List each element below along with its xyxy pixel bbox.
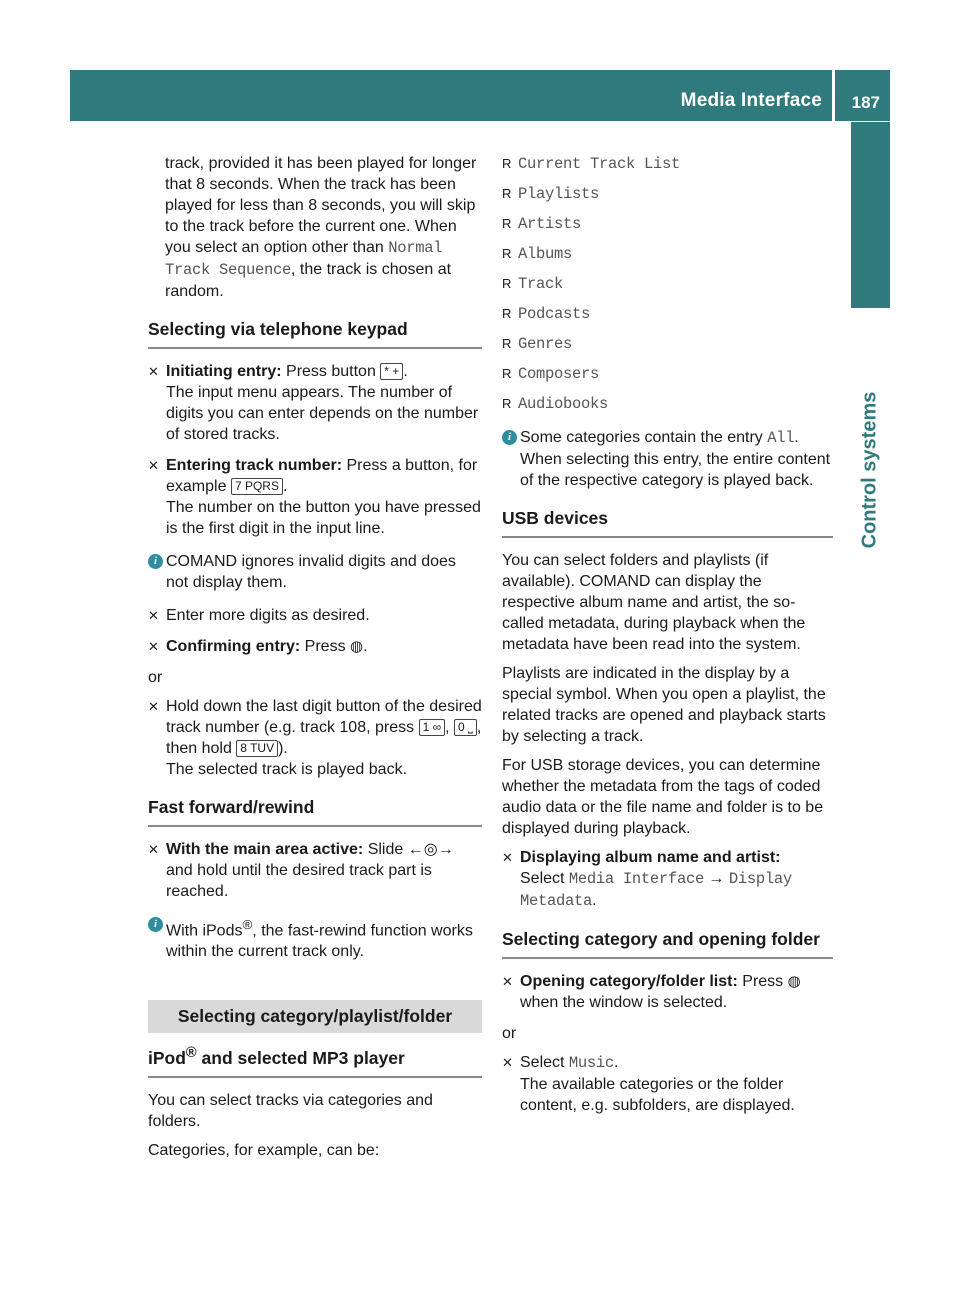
info-note-ipods: i With iPods®, the fast-rewind function works within the current track only.	[148, 914, 482, 962]
step-main-area-active: ✕ With the main area active: Slide ←◎→ and hold until the desired track part is reached.	[148, 841, 454, 900]
heading-telephone-keypad: Selecting via telephone keypad	[148, 319, 482, 349]
bullet-icon: R	[502, 366, 512, 381]
star-key-icon: * +	[380, 363, 403, 380]
step-arrow-icon: ✕	[148, 639, 159, 654]
bullet-icon: R	[502, 276, 512, 291]
step-arrow-icon: ✕	[148, 699, 159, 714]
side-tab	[851, 310, 890, 630]
list-item: R Albums	[502, 245, 573, 263]
info-note-invalid-digits: i COMAND ignores invalid digits and does not display them.	[148, 551, 482, 593]
page-number: 187	[851, 93, 880, 112]
key-0-icon: 0 ⎵	[454, 719, 477, 736]
mono-setting: Normal Track Sequence	[165, 239, 443, 279]
paragraph: You can select folders and playlists (if available). COMAND can display the respective album name and artist, the so-called metadata, during playback when the metadata have been read into the system.	[502, 552, 806, 653]
step-arrow-icon: ✕	[502, 850, 513, 865]
step-open-category-list: ✕ Opening category/folder list: Press ◍ when the window is selected.	[502, 973, 801, 1011]
heading-usb-devices: USB devices	[502, 508, 833, 538]
paragraph: You can select tracks via categories and folders.	[148, 1092, 433, 1131]
bullet-icon: R	[502, 186, 512, 201]
paragraph: For USB storage devices, you can determine whether the metadata from the tags of coded audio data or the file name and folder is to be displayed during playback.	[502, 757, 824, 837]
paragraph: Categories, for example, can be:	[148, 1142, 380, 1160]
left-column	[148, 153, 482, 1169]
list-item: R Playlists	[502, 185, 600, 203]
or-text: or	[148, 669, 163, 686]
step-arrow-icon: ✕	[148, 842, 159, 857]
step-arrow-icon: ✕	[502, 1055, 513, 1070]
controller-press-icon: ◍	[350, 638, 364, 655]
section-marker-bar	[851, 122, 890, 308]
info-note-all-entry: i Some categories contain the entry All. When selecting this entry, the entire content of the respective category is played back.	[502, 427, 833, 491]
header-divider	[832, 70, 835, 121]
heading-ipod: iPod® and selected MP3 player	[148, 1043, 482, 1078]
bullet-icon: R	[502, 306, 512, 321]
right-column	[502, 153, 833, 1126]
heading-category-folder: Selecting category and opening folder	[502, 929, 833, 959]
step-confirming-entry: ✕ Confirming entry: Press ◍.	[148, 638, 368, 655]
step-display-metadata: ✕ Displaying album name and artist: Select Media Interface → Display Metadata.	[502, 849, 792, 910]
paragraph: Playlists are indicated in the display by a special symbol. When you open a playlist, the related tracks are opened and playback starts by selecting a track.	[502, 665, 826, 745]
category-list	[502, 153, 833, 415]
side-tab-label: Control systems	[858, 391, 881, 549]
bullet-icon: R	[502, 396, 512, 411]
list-item: R Artists	[502, 215, 582, 233]
key-1-icon: 1 ∞	[419, 719, 446, 736]
step-hold-last-digit: ✕ Hold down the last digit button of the desired track number (e.g. track 108, press 1 ∞ , 0 ⎵ , then hold 8 TUV ). The selected track is played back.	[148, 698, 482, 778]
list-item: R Composers	[502, 365, 600, 383]
step-arrow-icon: ✕	[148, 364, 159, 379]
step-arrow-icon: ✕	[502, 974, 513, 989]
step-entering-track-number: ✕ Entering track number: Press a button, for example 7 PQRS . The number on the button you have pressed is the first digit in the input line.	[148, 457, 481, 537]
list-item: R Genres	[502, 335, 573, 353]
step-initiating-entry: ✕ Initiating entry: Press button * + . The input menu appears. The number of digits you can enter depends on the number of stored tracks.	[148, 363, 479, 443]
list-item: R Track	[502, 275, 564, 293]
band-heading-category: Selecting category/playlist/folder	[148, 1000, 482, 1033]
key-7-icon: 7 PQRS	[231, 478, 283, 495]
bullet-icon: R	[502, 336, 512, 351]
list-item: R Current Track List	[502, 155, 681, 173]
info-icon: i	[502, 430, 517, 445]
info-icon: i	[148, 554, 163, 569]
chapter-title: Media Interface	[680, 90, 822, 111]
registered-mark: ®	[242, 917, 253, 932]
bullet-icon: R	[502, 246, 512, 261]
controller-press-icon: ◍	[787, 973, 801, 990]
bullet-icon: R	[502, 156, 512, 171]
step-enter-more-digits: ✕ Enter more digits as desired.	[148, 607, 370, 624]
heading-fast-forward: Fast forward/rewind	[148, 797, 482, 827]
step-arrow-icon: ✕	[148, 608, 159, 623]
info-icon: i	[148, 917, 163, 932]
step-select-music: ✕ Select Music. The available categories or the folder content, e.g. subfolders, are displayed.	[502, 1054, 795, 1114]
list-item: R Podcasts	[502, 305, 591, 323]
intro-paragraph: track, provided it has been played for longer that 8 seconds. When the track has been played for less than 8 seconds, you will skip to the track before the current one. When you select an option other than Normal Track Sequence, the track is chosen at random.	[165, 155, 477, 300]
key-8-icon: 8 TUV	[236, 740, 278, 757]
or-text: or	[502, 1025, 517, 1042]
controller-slide-icon: ←◎→	[407, 841, 454, 858]
menu-path-arrow: →	[708, 870, 725, 887]
bullet-icon: R	[502, 216, 512, 231]
page-header	[70, 70, 890, 121]
list-item: R Audiobooks	[502, 395, 609, 413]
registered-mark: ®	[185, 1045, 197, 1062]
step-arrow-icon: ✕	[148, 458, 159, 473]
